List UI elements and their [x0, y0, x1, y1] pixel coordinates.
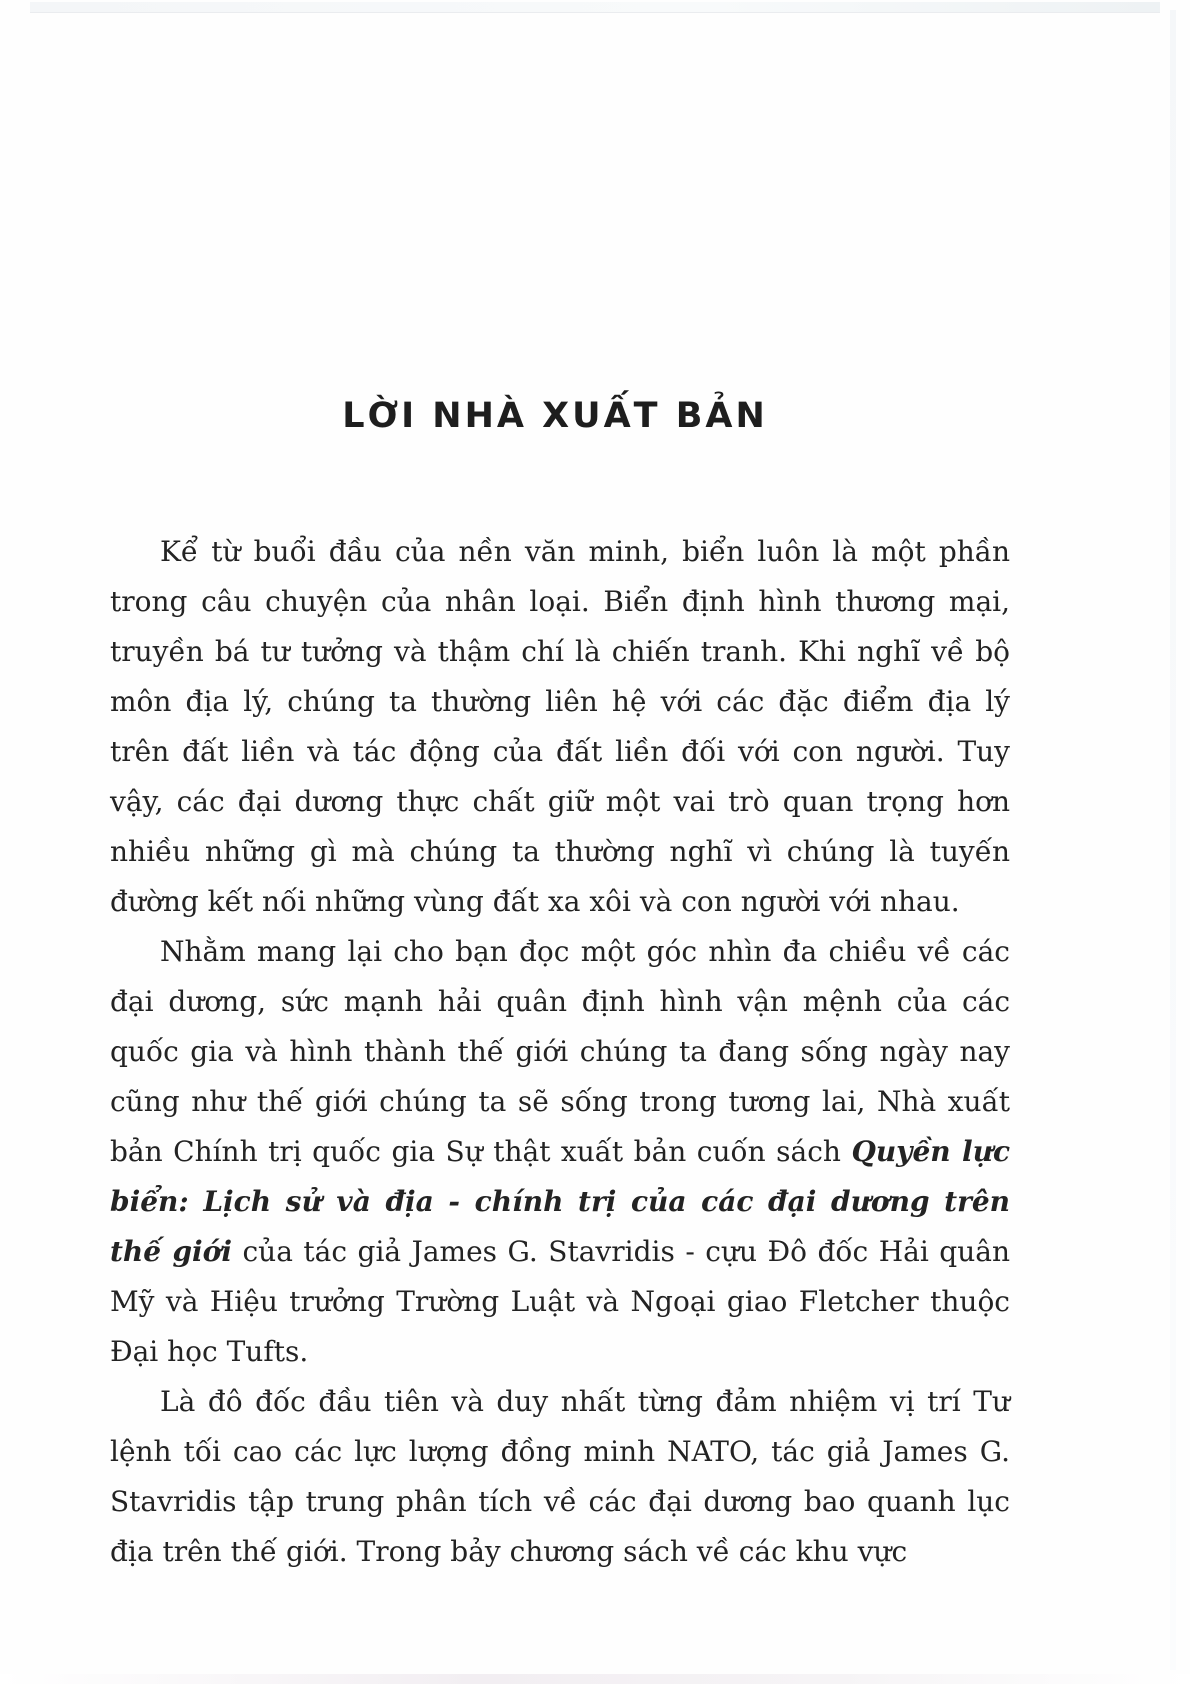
paragraph-3: Là đô đốc đầu tiên và duy nhất từng đảm nhiệm vị trí Tư lệnh tối cao các lực lượng đồng minh NATO, tác giả James G. Stavridis tập trung phân tích về các đại dương bao quanh lục địa trên thế giới. Trong bảy chương sách về các khu vực: [110, 1385, 1010, 1568]
paragraph-2-after: của tác giả James G. Stavridis - cựu Đô đốc Hải quân Mỹ và Hiệu trưởng Trường Luật và Ngoại giao Fletcher thuộc Đại học Tufts.: [110, 1235, 1010, 1368]
paragraph-2: [110, 927, 1010, 1377]
scan-edge-top: [30, 2, 1160, 13]
body-text: [110, 527, 1010, 1577]
paragraph-1: Kể từ buổi đầu của nền văn minh, biển luôn là một phần trong câu chuyện của nhân loại. Biển định hình thương mại, truyền bá tư tưởng và thậm chí là chiến tranh. Khi nghĩ về bộ môn địa lý, chúng ta thường liên hệ với các đặc điểm địa lý trên đất liền và tác động của đất liền đối với con người. Tuy vậy, các đại dương thực chất giữ một vai trò quan trọng hơn nhiều những gì mà chúng ta thường nghĩ vì chúng là tuyến đường kết nối những vùng đất xa xôi và con người với nhau.: [110, 535, 1010, 918]
scan-edge-bottom: [0, 1674, 1190, 1684]
page-heading: LỜI NHÀ XUẤT BẢN: [342, 396, 768, 436]
paragraph-2-before: Nhằm mang lại cho bạn đọc một góc nhìn đa chiều về các đại dương, sức mạnh hải quân định hình vận mệnh của các quốc gia và hình thành thế giới chúng ta đang sống ngày nay cũng như thế giới chúng ta sẽ sống trong tương lai, Nhà xuất bản Chính trị quốc gia Sự thật xuất bản cuốn sách: [110, 935, 1010, 1168]
scan-edge-right: [1170, 10, 1176, 1670]
book-title: Quyền lực biển: Lịch sử và địa - chính trị của các đại dương trên thế giới: [110, 1135, 1011, 1268]
